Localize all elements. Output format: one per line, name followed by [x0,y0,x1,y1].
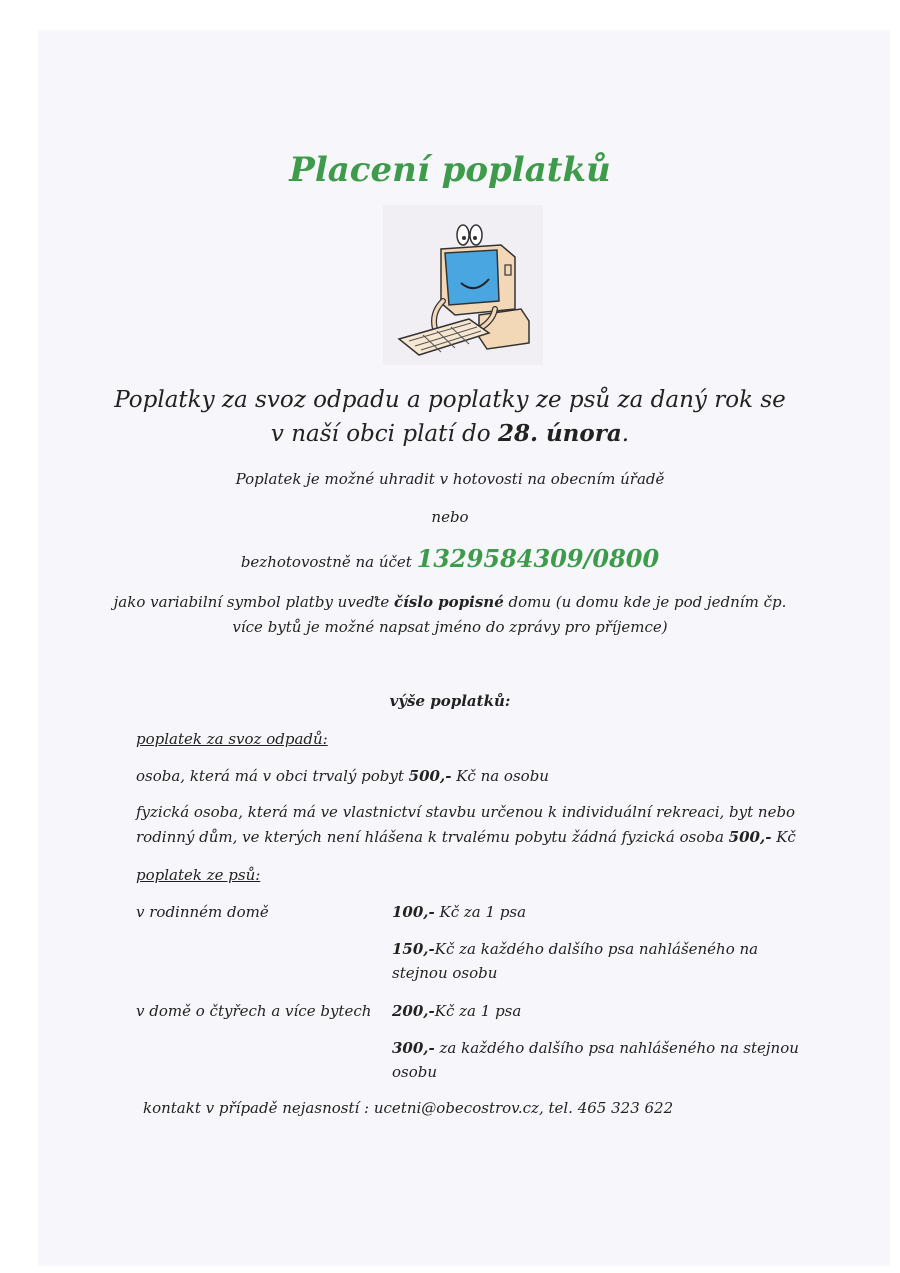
waste-fee-heading: poplatek za svoz odpadů: [136,730,328,748]
waste-owner-unit: Kč [771,828,796,846]
flats-next-amount: 300,- [392,1039,435,1057]
contact-label: kontakt v případě nejasností : [143,1099,374,1117]
contact-phone-sep: , tel. [538,1099,578,1117]
account-line [0,544,900,573]
waste-resident-amount: 500,- [408,767,452,785]
flats-next-text: za každého dalšího psa nahlášeného na stejnou [434,1039,799,1057]
contact-line [143,1099,673,1117]
intro-line-2 [0,418,900,450]
computer-typing-cartoon-icon [383,205,543,365]
variable-symbol-line-1 [0,593,900,611]
waste-owner-text: rodinný dům, ve kterých není hlášena k trvalému pobytu žádná fyzická osoba [136,828,729,846]
dog-fee-heading: poplatek ze psů: [136,866,261,884]
or-text: nebo [431,508,469,526]
dog-fee-house-next-cont: stejnou osobu [392,964,498,982]
account-prefix: bezhotovostně na účet [240,553,417,571]
waste-fee-owner-line-2 [136,828,796,846]
account-number: 1329584309/0800 [416,544,660,573]
contact-email[interactable]: ucetni@obecostrov.cz [373,1099,539,1117]
waste-fee-resident [136,767,549,785]
dog-fee-house-first [392,903,526,921]
dog-fee-house-label: v rodinném domě [136,903,269,921]
payment-deadline: 28. února [497,420,622,447]
dog-fee-flats-label: v domě o čtyřech a více bytech [136,1002,372,1020]
dog-fee-house-next [392,940,758,958]
cash-payment-text: Poplatek je možné uhradit v hotovosti na obecním úřadě [235,470,665,488]
house-first-text: Kč za 1 psa [434,903,527,921]
waste-resident-unit: Kč na osobu [451,767,549,785]
dog-fee-flats-next [392,1039,799,1057]
house-first-amount: 100,- [392,903,435,921]
vs-house-number: číslo popisné [393,593,504,611]
page-title: Placení poplatků [289,150,611,190]
waste-fee-owner-line-1: fyzická osoba, která má ve vlastnictví stavbu určenou k individuální rekreaci, byt nebo [136,803,796,821]
flats-first-text: Kč za 1 psa [434,1002,522,1020]
house-next-text: Kč za každého dalšího psa nahlášeného na [434,940,759,958]
vs-prefix: jako variabilní symbol platby uveďte [113,593,394,611]
contact-phone[interactable]: 465 323 622 [577,1099,674,1117]
flats-first-amount: 200,- [392,1002,435,1020]
rates-heading: výše poplatků: [389,692,511,710]
intro-line-1: Poplatky za svoz odpadu a poplatky ze psů za daný rok se [114,387,786,413]
dog-fee-flats-next-cont: osobu [392,1063,438,1081]
waste-resident-text: osoba, která má v obci trvalý pobyt [136,767,409,785]
intro-line-2-prefix: v naší obci platí do [270,421,498,447]
intro-line-2-suffix: . [621,421,630,447]
house-next-amount: 150,- [392,940,435,958]
dog-fee-flats-first [392,1002,521,1020]
vs-suffix: domu (u domu kde je pod jedním čp. [503,593,787,611]
waste-owner-amount: 500,- [728,828,772,846]
variable-symbol-line-2: více bytů je možné napsat jméno do zprávy pro příjemce) [232,618,668,636]
